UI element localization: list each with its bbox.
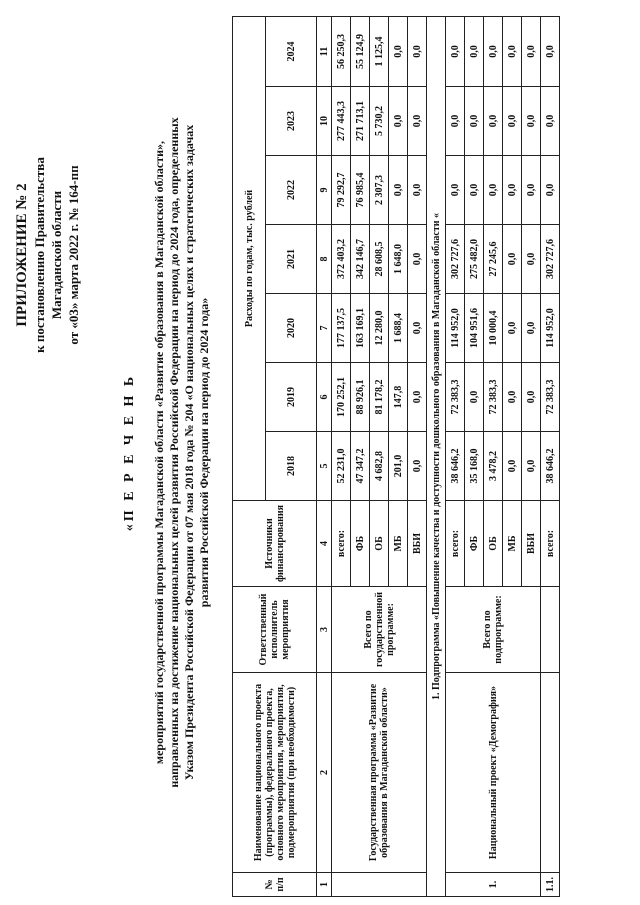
source-cell: всего:: [332, 501, 351, 587]
source-cell: ВБИ: [408, 501, 427, 587]
source-cell: всего:: [446, 501, 465, 587]
table-row: [332, 16, 351, 896]
value-cell: 0,0: [484, 156, 503, 225]
document-title: [122, 60, 212, 845]
value-cell: 0,0: [408, 87, 427, 156]
column-number: 2: [317, 673, 332, 873]
value-cell: 1 125,4: [370, 16, 389, 86]
value-cell: 0,0: [408, 432, 427, 501]
header-year: 2018: [266, 432, 317, 501]
value-cell: 104 951,6: [465, 294, 484, 363]
source-cell: ВБИ: [522, 501, 541, 587]
value-cell: 0,0: [408, 16, 427, 86]
row-executor: Всего по государственной программе:: [332, 587, 427, 673]
value-cell: 0,0: [522, 87, 541, 156]
value-cell: 0,0: [503, 225, 522, 294]
header-executor: Ответственный исполнитель мероприятия: [233, 587, 317, 673]
header-year: 2019: [266, 363, 317, 432]
value-cell: 271 713,1: [351, 87, 370, 156]
region-line: Магаданской области: [49, 190, 64, 320]
value-cell: 0,0: [446, 87, 465, 156]
value-cell: 38 646,2: [446, 432, 465, 501]
value-cell: 0,0: [522, 156, 541, 225]
value-cell: 35 168,0: [465, 432, 484, 501]
value-cell: 1 648,0: [389, 225, 408, 294]
value-cell: 0,0: [389, 87, 408, 156]
value-cell: 342 146,7: [351, 225, 370, 294]
value-cell: 0,0: [522, 16, 541, 86]
subprogram-title: 1. Подпрограмма «Повышение качества и доступности дошкольного образования в Магаданской области «: [427, 16, 446, 896]
header-num: № п/п: [233, 873, 317, 897]
value-cell: 114 952,0: [541, 294, 560, 363]
value-cell: 88 926,1: [351, 363, 370, 432]
column-number: 7: [317, 294, 332, 363]
value-cell: 0,0: [465, 16, 484, 86]
value-cell: 72 383,3: [484, 363, 503, 432]
column-number: 8: [317, 225, 332, 294]
value-cell: 302 727,6: [541, 225, 560, 294]
value-cell: 177 137,5: [332, 294, 351, 363]
row-executor: Всего по подпрограмме:: [446, 587, 541, 673]
row-name-empty: [541, 673, 560, 873]
column-number: 4: [317, 501, 332, 587]
value-cell: 27 245,6: [484, 225, 503, 294]
value-cell: 0,0: [503, 363, 522, 432]
value-cell: 52 231,0: [332, 432, 351, 501]
title-line-2: направленных на достижение национальных целей развития Российской Федерации на период до 2024 года, определенных: [167, 117, 181, 788]
source-cell: всего:: [541, 501, 560, 587]
value-cell: 0,0: [389, 156, 408, 225]
value-cell: 372 403,2: [332, 225, 351, 294]
column-number: 5: [317, 432, 332, 501]
value-cell: 0,0: [408, 156, 427, 225]
value-cell: 0,0: [408, 363, 427, 432]
row-number: 1.: [446, 873, 541, 897]
header-year: 2020: [266, 294, 317, 363]
value-cell: 0,0: [408, 294, 427, 363]
value-cell: 38 646,2: [541, 432, 560, 501]
value-cell: 55 124,9: [351, 16, 370, 86]
value-cell: 0,0: [408, 225, 427, 294]
value-cell: 12 280,0: [370, 294, 389, 363]
value-cell: 0,0: [503, 156, 522, 225]
value-cell: 76 985,4: [351, 156, 370, 225]
value-cell: 275 482,0: [465, 225, 484, 294]
value-cell: 0,0: [541, 16, 560, 86]
value-cell: 201,0: [389, 432, 408, 501]
value-cell: 0,0: [465, 87, 484, 156]
list-heading: «П Е Р Е Ч Е Н Ь: [122, 373, 137, 532]
source-cell: ФБ: [465, 501, 484, 587]
value-cell: 0,0: [465, 156, 484, 225]
header-year: 2023: [266, 87, 317, 156]
value-cell: 2 307,3: [370, 156, 389, 225]
appendix-label: ПРИЛОЖЕНИЕ № 2: [14, 183, 30, 327]
header-year: 2024: [266, 16, 317, 86]
value-cell: 0,0: [503, 16, 522, 86]
value-cell: 72 383,3: [541, 363, 560, 432]
value-cell: 5 730,2: [370, 87, 389, 156]
value-cell: 0,0: [389, 16, 408, 86]
row-executor-empty: [541, 587, 560, 673]
value-cell: 147,8: [389, 363, 408, 432]
header-source: Источники финансирования: [233, 501, 317, 587]
row-number: 1.1.: [541, 873, 560, 897]
value-cell: 3 478,2: [484, 432, 503, 501]
value-cell: 0,0: [503, 294, 522, 363]
title-line-3: Указом Президента Российской Федерации от 07 мая 2018 года № 204 «О национальных целях и стратегических задачах: [182, 124, 196, 781]
value-cell: 0,0: [484, 87, 503, 156]
resolution-line: к постановлению Правительства: [32, 157, 47, 353]
title-line-1: мероприятий государственной программы Магаданской области «Развитие образования в Магаданской области»,: [152, 140, 166, 765]
value-cell: 1 688,4: [389, 294, 408, 363]
date-number-line: от «03» марта 2022 г. № 164-пп: [66, 165, 81, 345]
header-name: Наименование национального проекта (программы), федерального проекта, основного мероприятия, мероприятия, подмероприятия (при необходимости): [233, 673, 317, 873]
value-cell: 47 347,2: [351, 432, 370, 501]
value-cell: 0,0: [522, 294, 541, 363]
value-cell: 0,0: [541, 156, 560, 225]
program-block: [332, 16, 427, 896]
value-cell: 10 000,4: [484, 294, 503, 363]
value-cell: 0,0: [446, 156, 465, 225]
value-cell: 114 952,0: [446, 294, 465, 363]
value-cell: 0,0: [522, 225, 541, 294]
row-name: Национальный проект «Демография»: [446, 673, 541, 873]
source-cell: ОБ: [370, 501, 389, 587]
approval-header: [14, 75, 82, 435]
header-expenses: Расходы по годам, тыс. рублей: [233, 16, 266, 500]
header-year: 2022: [266, 156, 317, 225]
value-cell: 302 727,6: [446, 225, 465, 294]
value-cell: 163 169,1: [351, 294, 370, 363]
value-cell: 0,0: [541, 87, 560, 156]
column-number: 1: [317, 873, 332, 897]
source-cell: ФБ: [351, 501, 370, 587]
value-cell: 72 383,3: [446, 363, 465, 432]
row-name: Государственная программа «Развитие образования в Магаданской области»: [332, 673, 427, 873]
value-cell: 0,0: [522, 363, 541, 432]
title-line-4: развития Российской Федерации на период до 2024 года»: [197, 297, 211, 608]
value-cell: 0,0: [503, 87, 522, 156]
project-block: [446, 16, 541, 896]
column-number: 11: [317, 16, 332, 86]
column-number: 9: [317, 156, 332, 225]
value-cell: 79 292,7: [332, 156, 351, 225]
value-cell: 0,0: [465, 363, 484, 432]
value-cell: 0,0: [484, 16, 503, 86]
value-cell: 277 443,3: [332, 87, 351, 156]
value-cell: 4 682,8: [370, 432, 389, 501]
row-number: [332, 873, 427, 897]
source-cell: МБ: [503, 501, 522, 587]
expenses-table: [232, 16, 560, 897]
column-number: 10: [317, 87, 332, 156]
value-cell: 56 250,3: [332, 16, 351, 86]
header-year: 2021: [266, 225, 317, 294]
table-row: [446, 16, 465, 896]
value-cell: 28 608,5: [370, 225, 389, 294]
source-cell: ОБ: [484, 501, 503, 587]
value-cell: 0,0: [503, 432, 522, 501]
value-cell: 170 252,1: [332, 363, 351, 432]
value-cell: 0,0: [522, 432, 541, 501]
column-number: 3: [317, 587, 332, 673]
value-cell: 0,0: [446, 16, 465, 86]
column-number: 6: [317, 363, 332, 432]
source-cell: МБ: [389, 501, 408, 587]
value-cell: 81 178,2: [370, 363, 389, 432]
